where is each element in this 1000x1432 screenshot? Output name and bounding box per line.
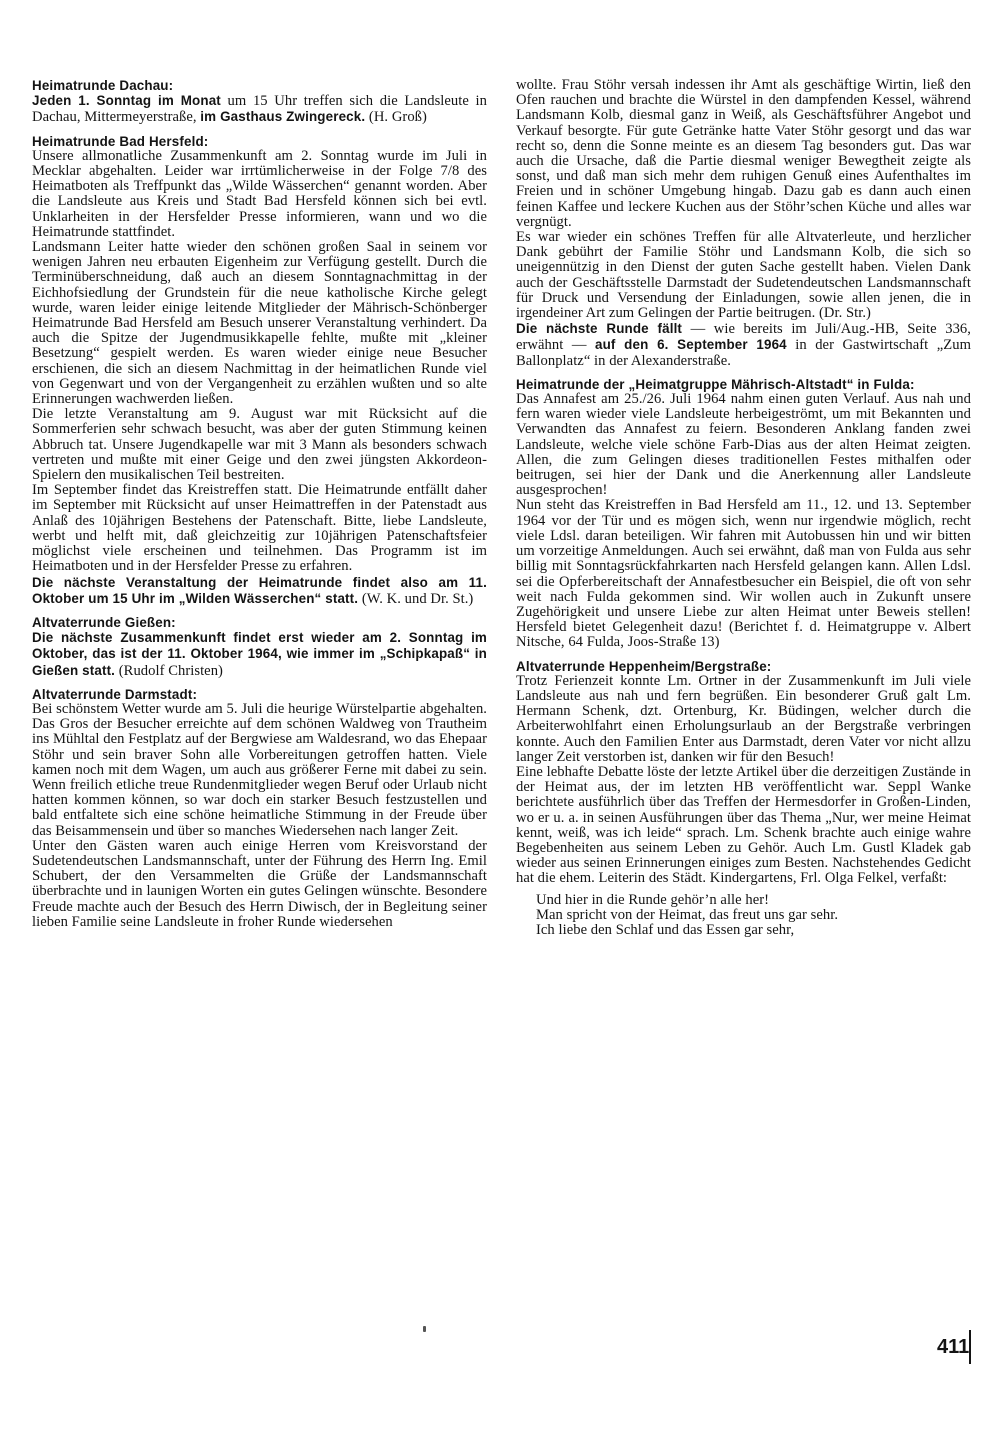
page-number: 411 xyxy=(937,1336,970,1358)
paragraph: wollte. Frau Stöhr versah indessen ihr Amt als geschäftige Wirtin, ließ den Ofen rauchen und brachte die Würstel in den dampfenden Kessel, während Landsmann Kolb, diesmal ganz in Weiß, als Geschäftsführer Angebot und Verkauf besorgte. Für gute Getränke hatte Vater Stöhr gesorgt und das war recht so, denn die Sonne meinte es an diesem Tag besonders gut. Das war auch die Ursache, daß die Partie diesmal weniger Bewegtheit zeigte als sonst, und daß man sich mehr dem ruhigen Genuß eines Aufenthaltes im Freien und in schöner Umgebung hingab. Dazu gab es dann auch einen feinen Kaffee und leckere Kuchen aus der Stöhr’schen Küche und alles war vergnügt. xyxy=(516,77,971,230)
left-column xyxy=(32,78,487,930)
paragraph: Nun steht das Kreistreffen in Bad Hersfeld am 11., 12. und 13. September 1964 vor der Tür und es mögen sich, wenn nur irgendwie möglich, recht viele Ldsl. daran beteiligen. Wir fahren mit Autobussen hin und wir bitten um vorzeitige Anmeldungen. Auch sei erwähnt, daß man von Fulda aus sehr billig mit Sonntagsrückfahrkarten nach Hersfeld gelangen kann. Allen Ldsl. sei die Opferbereitschaft der Annafestbesucher ein Beispiel, die oft von sehr weit nach Fulda gekommen sind. Wir wollen auch in Zukunft unsere Zugehörigkeit und unsere Liebe zur alten Heimat unter Beweis stellen! Hersfeld bietet Gelegenheit dazu! (Berichtet f. d. Heimatgruppe v. Albert Nitsche, 64 Fulda, Joos-Straße 13) xyxy=(516,497,971,651)
section-bad-hersfeld xyxy=(32,134,487,607)
paragraph: Bei schönstem Wetter wurde am 5. Juli die heurige Würstelpartie abgehalten. Das Gros der Besucher erreichte auf dem schönen Waldweg von Trautheim ins Mühltal den Festplatz auf der Bergwiese am Waldesrand, wo das Ehepaar Stöhr und sein braver Sohn alle Vorbereitungen getroffen hatten. Viele kamen noch mit dem Wagen, um auch aus größerer Ferne mit dabei zu sein. Wenn freilich etliche treue Rundenmitglieder wegen Beruf oder Urlaub nicht hatten kommen können, so war doch ein starker Besuch festzustellen und bald entfaltete sich eine schöne heimatliche Stimmung in der Freude über das Beisammensein und über so manches Wiedersehen nach langer Zeit. xyxy=(32,700,487,839)
bold-text: auf den 6. September 1964 xyxy=(594,337,787,353)
bold-text: Die nächste Runde fällt xyxy=(516,321,683,337)
text: (W. K. und Dr. St.) xyxy=(358,590,474,607)
page-number-rule xyxy=(969,1330,971,1364)
poem-line: Man spricht von der Heimat, das freut uns gar sehr. xyxy=(536,906,839,923)
heading-darmstadt: Altvaterrunde Darmstadt: xyxy=(32,686,198,702)
paragraph: Landsmann Leiter hatte wieder den schönen großen Saal in seinem vor wenigen Jahren neu erbauten Eigenheim zur Verfügung gestellt. Durch die Terminüberschneidung, daß auch an diesem Sonntagnachmittag in der Eichhofsiedlung der Grundstein für die neue katholische Kirche gelegt wurde, waren leider einige leitende Mitglieder der Mährisch-Schönberger Heimatrunde Bad Hersfeld am Besuch unserer Veranstaltung verhindert. Da auch die Spitze der Jugendmusikkapelle fehlte, mußte mit „kleiner Besetzung“ gespielt werden. Es waren wieder einige neue Besucher erschienen, die sich an diesem Nachmittag in der heimatlichen Runde viel von Gegenwart und von der Vergangenheit zu erzählen wußten und so alte Erinnerungen wachwerden ließen. xyxy=(32,239,487,408)
heading-bad-hersfeld: Heimatrunde Bad Hersfeld: xyxy=(32,133,209,149)
paragraph: Im September findet das Kreistreffen statt. Die Heimatrunde entfällt daher im September mit Rücksicht auf unser Heimattreffen in der Patenstadt aus Anlaß des 10jährigen Bestehens der Patenschaft. Bitte, liebe Landsleute, werbt und helft mit, daß gleichzeitig zur 10jährigen Patenschaftsfeier möglichst viele erscheinen und teilnehmen. Das Programm ist im Heimatboten und in der Hersfelder Presse zu erfahren. xyxy=(32,482,487,575)
text: (H. Groß) xyxy=(365,109,427,126)
paragraph xyxy=(32,93,487,125)
paragraph xyxy=(32,630,487,679)
paragraph: Es war wieder ein schönes Treffen für alle Altvaterleute, und herzlicher Dank gebührt der Familie Stöhr und Landsmann Kolb, die sich so uneigennützig in den Dienst der guten Sache gestellt haben. Vielen Dank auch der Geschäftsstelle Darmstadt der Sudetendeutschen Landsmannschaft für Druck und Versendung der Einladungen, sowie allen jenen, die in irgendeiner Art zum Gelingen der Partie beitrugen. (Dr. Str.) xyxy=(516,229,971,322)
poem-line: Ich liebe den Schlaf und das Essen gar sehr, xyxy=(536,921,795,938)
bold-text: Jeden 1. Sonntag im Monat xyxy=(32,93,221,109)
poem-line: Und hier in die Runde gehör’n alle her! xyxy=(536,891,770,908)
section-darmstadt-continued xyxy=(516,78,971,369)
heading-heppenheim: Altvaterrunde Heppenheim/Bergstraße: xyxy=(516,658,772,674)
paragraph xyxy=(516,321,971,369)
right-column xyxy=(516,78,971,938)
paragraph xyxy=(32,575,487,607)
paragraph: Eine lebhafte Debatte löste der letzte Artikel über die derzeitigen Zustände in der Heimat aus, der im letzten HB veröffentlicht war. Seppl Wanke berichtete ausführlich über das Treffen der Hermesdorfer in Großen-Linden, wo er u. a. in seinen Ausführungen über das Thema „Nur, wer meine Heimat kennt, weiß, was ich leide“ sprach. Lm. Schenk brachte auch einige wahre Begebenheiten aus seinem Leben zu Gehör. Auch Lm. Gustl Kladek gab wieder aus seinen Erinnerungen einiges zum Besten. Nachstehendes Gedicht hat die ehem. Leiterin des Städt. Kindergartens, Frl. Olga Felkel, verfaßt: xyxy=(516,763,971,887)
section-heppenheim xyxy=(516,659,971,939)
bold-text: im Gasthaus Zwingereck. xyxy=(200,109,366,125)
section-giessen xyxy=(32,615,487,679)
heading-dachau: Heimatrunde Dachau: xyxy=(32,78,174,93)
bold-text: Die nächste Zusammenkunft findet erst wieder am 2. Sonntag im Oktober, das ist der 11. Oktober 1964, wie immer im „Schipkapaß“ in Gießen statt. xyxy=(32,630,487,678)
paragraph: Unter den Gästen waren auch einige Herren vom Kreisvorstand der Sudetendeutschen Landsmannschaft, unter der Führung des Herrn Ing. Emil Schubert, der den Versammelten die Grüße der Landsmannschaft überbrachte und in launigen Worten ein gutes Gelingen wünschte. Besondere Freude machte auch der Besuch des Herrn Diwisch, der in Begleitung seiner lieben Familie seine Landsleute in froher Runde wiedersehen xyxy=(32,837,487,930)
paragraph: Die letzte Veranstaltung am 9. August war mit Rücksicht auf die Sommerferien sehr schwach besucht, was aber der guten Stimmung keinen Abbruch tat. Unsere Jugendkapelle war mit 3 Mann als besonders schwach vertreten und mußte mit einer Geige und den zwei jüngsten Akkordeon-Spielern den musikalischen Teil bestreiten. xyxy=(32,406,487,484)
heading-giessen: Altvaterrunde Gießen: xyxy=(32,614,176,630)
section-fulda xyxy=(516,377,971,651)
poem xyxy=(516,893,971,939)
text: um 15 Uhr treffen sich die Landsleute in Dachau, Mittermeyerstraße, xyxy=(32,93,488,126)
bold-text: Die nächste Veranstaltung der Heimatrunde findet also am 11. Oktober um 15 Uhr im „Wilden Wässerchen“ statt. xyxy=(32,574,487,606)
text: in der Gastwirtschaft „Zum Ballonplatz“ in der Alexanderstraße. xyxy=(516,337,971,369)
paragraph: Das Annafest am 25./26. Juli 1964 nahm einen guten Verlauf. Aus nah und fern waren wieder viele Landsleute herbeigeströmt, um mit Bekannten und Verwandten das Annafest zu feiern. Besonderen Anklang fanden zwei Landsleute, welche viele schöne Farb-Dias aus der alten Heimat zeigten. Allen, die zum Gelingen dieses traditionellen Festes mithalfen oder beitrugen, sei hier der Dank und die Anerkennung aller Landsleute ausgesprochen! xyxy=(516,391,971,499)
section-dachau xyxy=(32,78,487,126)
text: (Rudolf Christen) xyxy=(115,662,223,679)
text: — wie bereits im Juli/Aug.-HB, Seite 336, erwähnt — xyxy=(516,321,971,354)
heading-fulda: Heimatrunde der „Heimatgruppe Mährisch-Altstadt“ in Fulda: xyxy=(516,376,915,392)
paragraph: Trotz Ferienzeit konnte Lm. Ortner in der Zusammenkunft im Juli viele Landsleute aus nah und fern begrüßen. Ein besonderer Gruß galt Lm. Hermann Schenk, dzt. Ortenburg, Kr. Büdingen, welcher durch die Arbeiterwohlfahrt einen Erholungsurlaub an der Bergstraße verbringen konnte. Auch den Familien Enter aus Darmstadt, deren Vater vor nicht allzu langer Zeit verstorben ist, danken wir für den Besuch! xyxy=(516,672,971,765)
paragraph: Unsere allmonatliche Zusammenkunft am 2. Sonntag wurde im Juli in Mecklar abgehalten. Leider war irrtümlicherweise in der Folge 7/8 des Heimatboten als Treffpunkt das „Wilde Wässerchen“ genannt worden. Aber die Landsleute aus Kreis und Stadt Bad Hersfeld können sich bei evtl. Unklarheiten in der Hersfelder Presse informieren, wann und wo die Heimatrunde stattfindet. xyxy=(32,147,487,240)
section-darmstadt xyxy=(32,687,487,930)
print-speck xyxy=(423,1326,426,1332)
